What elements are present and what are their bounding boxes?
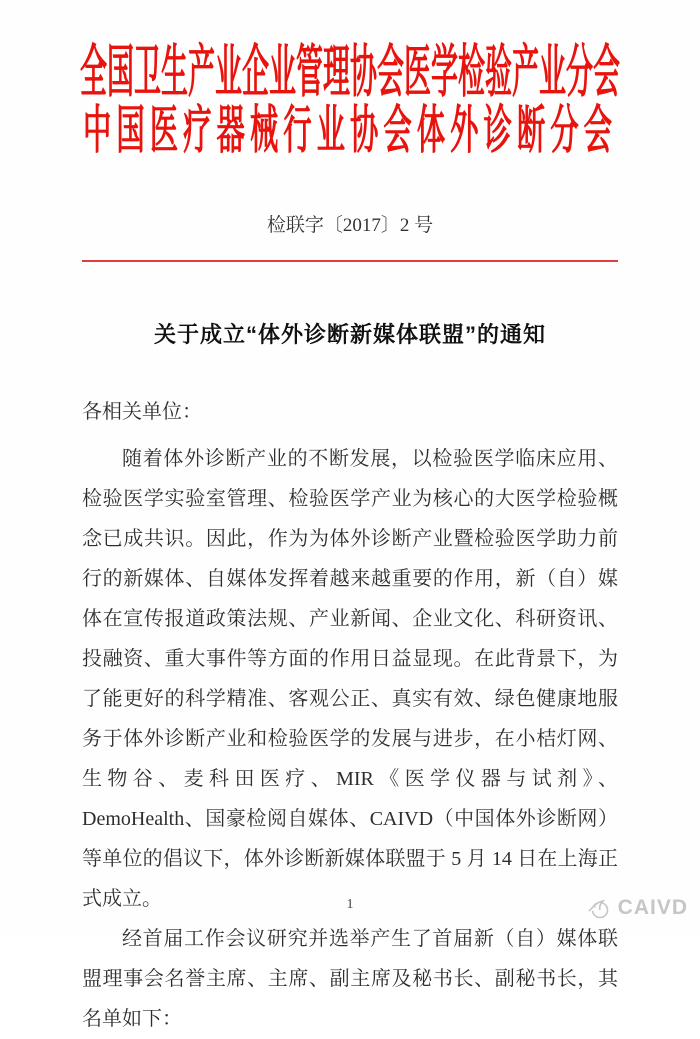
notice-title: 关于成立“体外诊断新媒体联盟”的通知 xyxy=(153,322,546,347)
red-divider-rule xyxy=(82,260,618,262)
caivd-logo-icon xyxy=(586,895,612,921)
document-number: 检联字〔2017〕2 号 xyxy=(266,215,434,236)
body-paragraph-1: 随着体外诊断产业的不断发展，以检验医学临床应用、检验医学实验室管理、检验医学产业为核心的大医学检验概念已成共识。因此，作为为体外诊断产业暨检验医学助力前行的新媒体、自媒体发挥着越来越重要的作用，新（自）媒体在宣传报道政策法规、产业新闻、企业文化、科研资讯、投融资、重大事件等方面的作用日益显现。在此背景下，为了能更好的科学精准、客观公正、真实有效、绿色健康地服务于体外诊断产业和检验医学的发展与进步，在小桔灯网、生物谷、麦科田医疗、MIR《医学仪器与试剂》、DemoHealth、国豪检阅自媒体、CAIVD（中国体外诊断网）等单位的倡议下，体外诊断新媒体联盟于 5 月 14 日在上海正式成立。 xyxy=(82,448,618,910)
page-number: 1 xyxy=(346,897,354,912)
letterhead-line-2 xyxy=(0,98,700,160)
caivd-watermark-label: CAIVD xyxy=(617,896,688,919)
caivd-watermark xyxy=(586,895,688,921)
body-paragraph-2: 经首届工作会议研究并选举产生了首届新（自）媒体联盟理事会名誉主席、主席、副主席及秘书长、副秘书长，其名单如下： xyxy=(82,928,618,1030)
letterhead-line-1-text: 全国卫生产业企业管理协会医学检验产业分会 xyxy=(80,39,620,104)
salutation: 各相关单位： xyxy=(82,401,202,423)
letterhead xyxy=(0,0,700,160)
letterhead-line-2-text: 中国医疗器械行业协会体外诊断分会 xyxy=(83,100,617,160)
